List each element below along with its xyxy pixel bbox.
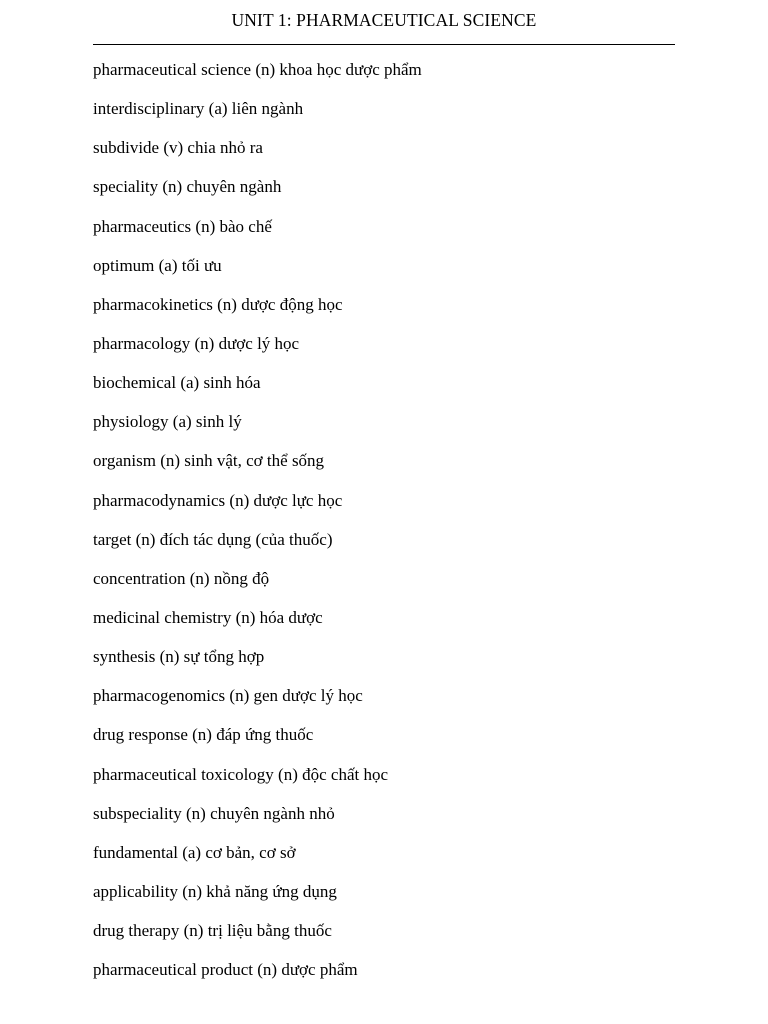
vocab-entry: pharmacogenomics (n) gen dược lý học <box>93 686 363 706</box>
vocab-entry: fundamental (a) cơ bản, cơ sở <box>93 842 296 862</box>
title-divider <box>93 44 675 45</box>
vocab-entry: interdisciplinary (a) liên ngành <box>93 99 304 119</box>
vocab-entry: drug response (n) đáp ứng thuốc <box>93 725 314 745</box>
vocab-entry: drug therapy (n) trị liệu bằng thuốc <box>93 921 332 941</box>
vocab-entry: pharmaceutical science (n) khoa học dược phẩm <box>93 60 422 79</box>
vocab-entry: target (n) đích tác dụng (của thuốc) <box>93 529 333 549</box>
page-title: UNIT 1: PHARMACEUTICAL SCIENCE <box>231 10 537 30</box>
vocab-entry: optimum (a) tối ưu <box>93 255 222 275</box>
vocabulary-list <box>93 59 422 998</box>
vocab-entry: subdivide (v) chia nhỏ ra <box>93 138 263 158</box>
vocab-entry: pharmacology (n) dược lý học <box>93 333 300 353</box>
vocab-entry: biochemical (a) sinh hóa <box>93 373 261 393</box>
vocab-entry: pharmacokinetics (n) dược động học <box>93 294 343 314</box>
vocab-entry: pharmaceutics (n) bào chế <box>93 216 272 236</box>
vocab-entry: synthesis (n) sự tổng hợp <box>93 647 265 667</box>
vocab-entry: pharmaceutical product (n) dược phẩm <box>93 960 358 980</box>
vocab-entry: speciality (n) chuyên ngành <box>93 177 282 197</box>
vocab-entry: medicinal chemistry (n) hóa dược <box>93 607 323 627</box>
vocab-entry: pharmaceutical toxicology (n) độc chất học <box>93 764 389 784</box>
vocab-entry: subspeciality (n) chuyên ngành nhỏ <box>93 803 335 823</box>
vocab-entry: pharmacodynamics (n) dược lực học <box>93 490 343 510</box>
vocab-entry: physiology (a) sinh lý <box>93 412 242 432</box>
vocab-entry: organism (n) sinh vật, cơ thể sống <box>93 451 325 471</box>
vocab-entry: concentration (n) nồng độ <box>93 568 270 588</box>
vocab-entry: applicability (n) khả năng ứng dụng <box>93 881 337 901</box>
